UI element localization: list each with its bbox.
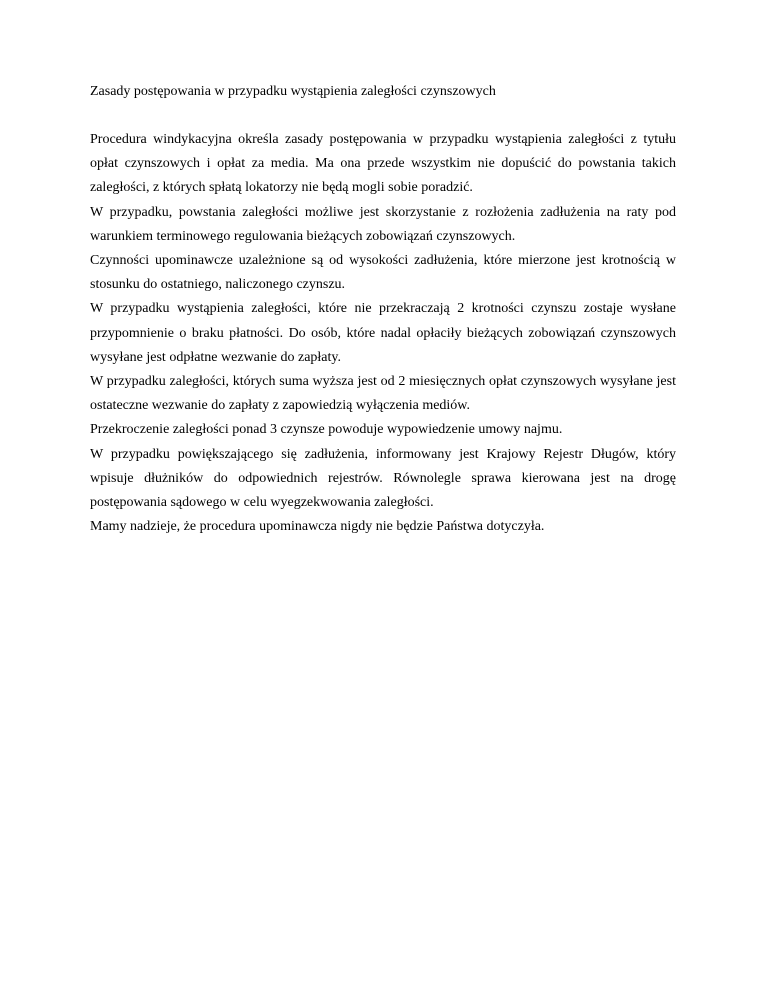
document-body: [90, 128, 676, 539]
document-content: [90, 80, 676, 539]
paragraph-installments: W przypadku, powstania zaległości możliwe jest skorzystanie z rozłożenia zadłużenia na raty pod warunkiem terminowego regulowania bieżących zobowiązań czynszowych.: [90, 204, 676, 244]
paragraph-first-reminder: W przypadku wystąpienia zaległości, które nie przekraczają 2 krotności czynszu zostaje wysłane przypomnienie o braku płatności. Do osób, które nadal opłaciły bieżących zobowiązań czynszowych wysyłane jest odpłatne wezwanie do zapłaty.: [90, 301, 676, 365]
paragraph-debt-registry: W przypadku powiększającego się zadłużenia, informowany jest Krajowy Rejestr Długów, który wpisuje dłużników do odpowiednich rejestrów. Równolegle sprawa kierowana jest na drogę postępowania sądowego w celu wyegzekwowania zaległości.: [90, 446, 676, 511]
paragraph-final-notice: W przypadku zaległości, których suma wyższa jest od 2 miesięcznych opłat czynszowych wysyłane jest ostateczne wezwanie do zapłaty z zapowiedzią wyłączenia mediów.: [90, 374, 676, 414]
paragraph-reminder-actions: Czynności upominawcze uzależnione są od wysokości zadłużenia, które mierzone jest krotnością w stosunku do ostatniego, naliczonego czynszu.: [90, 253, 676, 293]
paragraph-lease-termination: Przekroczenie zaległości ponad 3 czynsze powoduje wypowiedzenie umowy najmu.: [90, 422, 563, 438]
document-title: Zasady postępowania w przypadku wystąpienia zaległości czynszowych: [90, 84, 496, 99]
paragraph-closing: Mamy nadzieje, że procedura upominawcza nigdy nie będzie Państwa dotyczyła.: [90, 519, 545, 535]
paragraph-procedure-intro: Procedura windykacyjna określa zasady postępowania w przypadku wystąpienia zaległości z tytułu opłat czynszowych i opłat za media. Ma ona przede wszystkim nie dopuścić do powstania takich zaległości, z których spłatą lokatorzy nie będą mogli sobie poradzić.: [90, 132, 676, 196]
